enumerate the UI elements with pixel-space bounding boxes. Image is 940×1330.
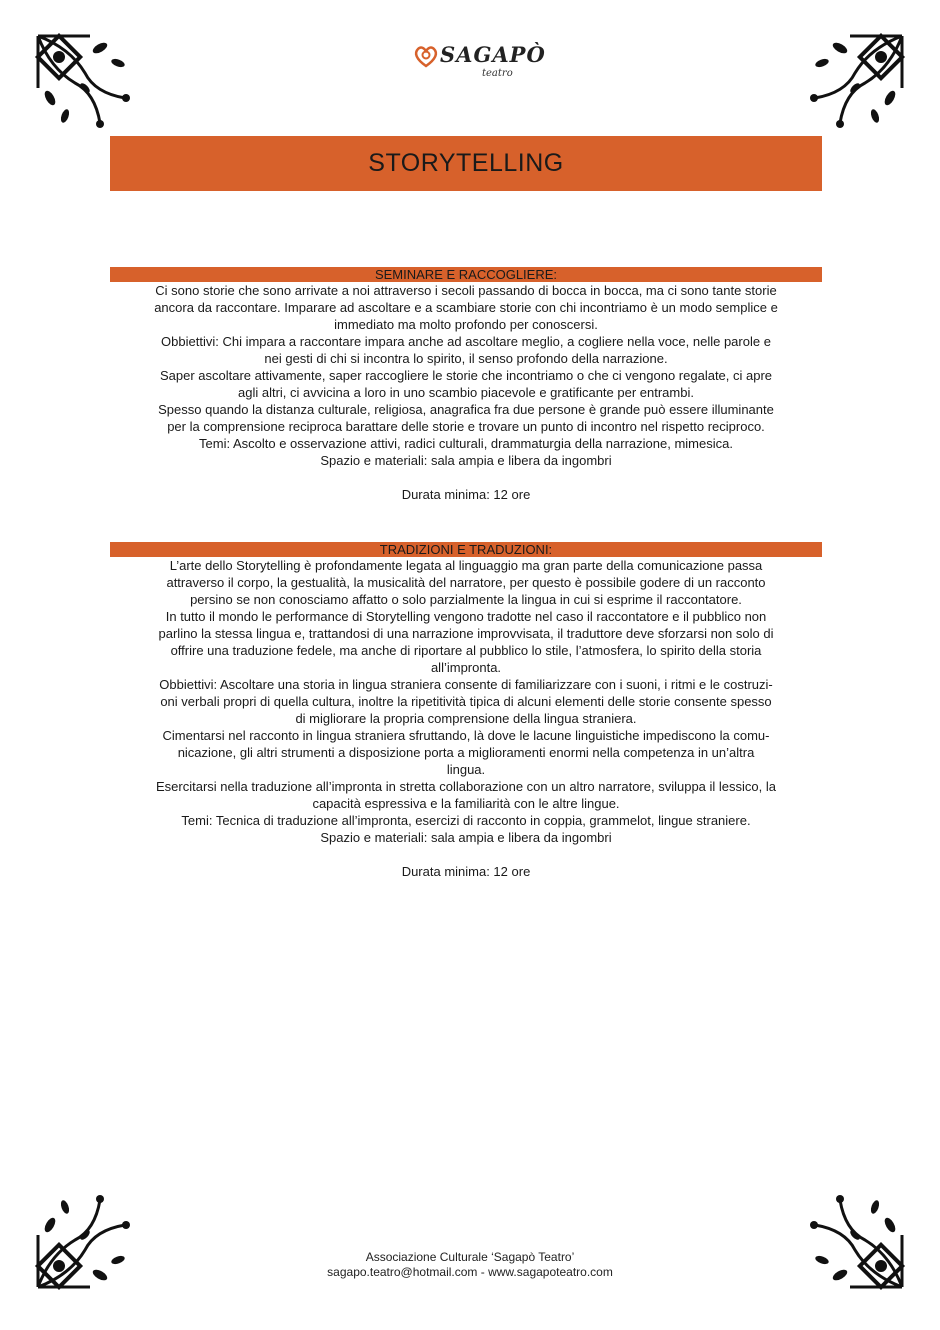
section-tradizioni: [110, 542, 822, 880]
duration: Durata minima: 12 ore: [401, 487, 531, 502]
paragraph-line: lingua.: [446, 762, 486, 777]
paragraph-line: Temi: Tecnica di traduzione all’impronta, esercizi di racconto in coppia, grammelot, lingue straniere.: [181, 813, 751, 828]
floral-corner-ornament-icon: [805, 28, 910, 133]
paragraph-line: capacità espressiva e la familiarità con le altre lingue.: [312, 796, 620, 811]
logo: [412, 38, 546, 84]
paragraph-line: Spesso quando la distanza culturale, religiosa, anagrafica fra due persone è grande può essere illuminante: [158, 402, 774, 417]
logo-subtitle: teatro: [482, 68, 513, 79]
floral-corner-ornament-icon: [30, 28, 135, 133]
paragraph-line: offrire una traduzione fedele, ma anche di riportare al pubblico lo stile, l’atmosfera, lo spirito della storia: [170, 643, 762, 658]
logo-wordmark: SAGAPÒ: [440, 42, 546, 67]
paragraph-line: ancora da raccontare. Imparare ad ascoltare e a scambiare storie con chi incontriamo è un modo semplice e: [154, 300, 778, 315]
paragraph-line: nei gesti di chi si incontra lo spirito, il senso profondo della narrazione.: [264, 351, 668, 366]
paragraph-line: Saper ascoltare attivamente, saper raccogliere le storie che incontriamo o che ci vengono regalate, ci apre: [159, 368, 773, 383]
paragraph-line: Ci sono storie che sono arrivate a noi attraverso i secoli passando di bocca in bocca, ma ci sono tante storie: [155, 283, 777, 298]
paragraph-line: parlino la stessa lingua e, trattandosi di una narrazione improvvisata, il traduttore deve sforzarsi non solo di: [158, 626, 774, 641]
section-body: [110, 557, 822, 880]
paragraph-line: Spazio e materiali: sala ampia e libera da ingombri: [320, 453, 612, 468]
footer: [0, 1250, 940, 1280]
page-title: STORYTELLING: [368, 149, 564, 177]
paragraph-line: Cimentarsi nel racconto in lingua straniera sfruttando, là dove le lacune linguistiche impediscono la comu-: [162, 728, 770, 743]
paragraph-line: all’impronta.: [430, 660, 502, 675]
section-heading: TRADIZIONI E TRADUZIONI:: [110, 542, 822, 557]
section-seminare: [110, 267, 822, 503]
paragraph-line: immediato ma molto profondo per conoscersi.: [334, 317, 598, 332]
paragraph-line: oni verbali propri di quella cultura, inoltre la ripetitività tipica di alcuni elementi delle storie consente spesso: [160, 694, 772, 709]
heart-flower-logo-icon: [412, 42, 440, 70]
section-heading: SEMINARE E RACCOGLIERE:: [110, 267, 822, 282]
paragraph-line: per la comprensione reciproca barattare delle storie e trovare un punto di incontro nel rispetto reciproco.: [167, 419, 765, 434]
paragraph-line: attraverso il corpo, la gestualità, la musicalità del narratore, per questo è possibile godere di un racconto: [166, 575, 766, 590]
title-banner: [110, 136, 822, 191]
paragraph-line: Esercitarsi nella traduzione all’impronta in stretta collaborazione con un altro narratore, sviluppa il lessico, la: [156, 779, 776, 794]
paragraph-line: In tutto il mondo le performance di Storytelling vengono tradotte nel caso il raccontatore e il pubblico non: [165, 609, 767, 624]
footer-association: Associazione Culturale ‘Sagapò Teatro’: [365, 1250, 575, 1264]
duration: Durata minima: 12 ore: [401, 864, 531, 879]
paragraph-line: persino se non conosciamo affatto o solo parzialmente la lingua in cui si esprime il raccontatore.: [190, 592, 742, 607]
paragraph-line: di migliorare la propria comprensione della lingua straniera.: [295, 711, 637, 726]
section-body: [110, 282, 822, 503]
footer-contacts: sagapo.teatro@hotmail.com - www.sagapoteatro.com: [327, 1265, 613, 1279]
paragraph-line: Spazio e materiali: sala ampia e libera da ingombri: [320, 830, 612, 845]
paragraph-line: Obbiettivi: Ascoltare una storia in lingua straniera consente di familiarizzare con i suoni, i ritmi e le costruzi-: [159, 677, 773, 692]
paragraph-line: nicazione, gli altri strumenti a disposizione porta a miglioramenti enormi nella competenza in un’altra: [177, 745, 755, 760]
paragraph-line: agli altri, ci avvicina a loro in uno scambio piacevole e gratificante per entrambi.: [238, 385, 694, 400]
paragraph-line: L’arte dello Storytelling è profondamente legata al linguaggio ma gran parte della comunicazione passa: [169, 558, 763, 573]
paragraph-line: Obbiettivi: Chi impara a raccontare impara anche ad ascoltare meglio, a cogliere nella voce, nelle parole e: [161, 334, 771, 349]
paragraph-line: Temi: Ascolto e osservazione attivi, radici culturali, drammaturgia della narrazione, mimesica.: [199, 436, 733, 451]
